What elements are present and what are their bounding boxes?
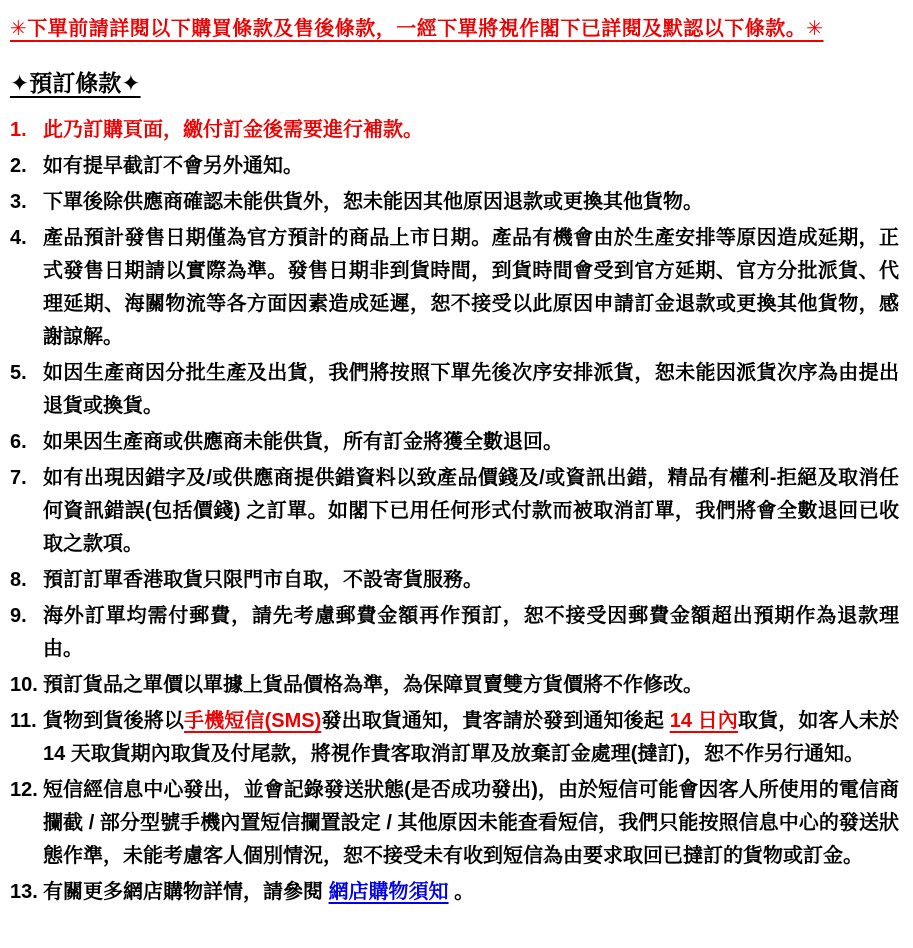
term-text [43, 227, 899, 348]
term-item-9 [10, 600, 899, 666]
term-text-segment: 短信經信息中心發出，並會記錄發送狀態(是否成功發出)，由於短信可能會因客人所使用的電信商攔截 / 部分型號手機內置短信攔置設定 / 其他原因未能查看短信，我們只能按照信息中心的發送狀態作準，未能考慮客人個別情況，恕不接受未有收到短信為由要求取回已撻訂的貨物或訂金。 [43, 779, 899, 867]
term-item-10 [10, 669, 899, 702]
term-number: 12. [10, 779, 38, 801]
term-number: 8. [10, 569, 27, 591]
term-text-segment: 預訂訂單香港取貨只限門市自取，不設寄貨服務。 [43, 569, 483, 591]
term-text [43, 467, 899, 555]
term-item-13 [10, 876, 899, 909]
term-number: 2. [10, 155, 27, 177]
term-number: 5. [10, 362, 27, 384]
term-text-segment: 貨物到貨後將以 [43, 710, 185, 732]
term-number: 13. [10, 881, 38, 903]
sms-notice-highlight: 手機短信(SMS) [184, 710, 322, 732]
term-item-5 [10, 357, 899, 423]
pre-order-warning-heading: ✳下單前請詳閱以下購買條款及售後條款，一經下單將視作閣下已詳閱及默認以下條款。✳ [10, 18, 824, 40]
term-text-segment: 如有提早截訂不會另外通知。 [43, 155, 303, 177]
term-text-segment: 預訂貨品之單價以單據上貨品價格為準，為保障買賣雙方貨價將不作修改。 [43, 674, 703, 696]
store-shopping-guide-link[interactable]: 網店購物須知 [328, 881, 449, 903]
term-text-segment: 發出取貨通知，貴客請於發到通知後起 [321, 710, 670, 732]
term-number: 4. [10, 227, 27, 249]
term-number: 1. [10, 119, 27, 141]
term-text-segment: 有關更多網店購物詳情，請參閱 [43, 881, 329, 903]
term-text-segment: 。 [448, 881, 475, 903]
section-title: ✦預訂條款✦ [10, 70, 141, 96]
term-item-4 [10, 222, 899, 354]
term-text [43, 605, 899, 660]
term-text [43, 881, 474, 903]
term-text [43, 155, 303, 177]
pickup-deadline-highlight: 14 日內 [669, 710, 738, 732]
term-text [43, 779, 899, 867]
term-text-segment: 下單後除供應商確認未能供貨外，恕未能因其他原因退款或更換其他貨物。 [43, 191, 703, 213]
term-text-segment: 如有出現因錯字及/或供應商提供錯資料以致產品價錢及/或資訊出錯，精品有權利-拒絕及取消任何資訊錯誤(包括價錢) 之訂單。如閣下已用任何形式付款而被取消訂單，我們將會全數退回已收取之款項。 [43, 467, 899, 555]
term-text [43, 119, 423, 141]
terms-list [10, 114, 899, 909]
term-number: 11. [10, 710, 37, 732]
term-text [43, 569, 483, 591]
term-number: 6. [10, 431, 27, 453]
term-item-6 [10, 426, 899, 459]
term-item-7 [10, 462, 899, 561]
term-text-segment: 產品預計發售日期僅為官方預計的商品上市日期。產品有機會由於生產安排等原因造成延期，正式發售日期請以實際為準。發售日期非到貨時間，到貨時間會受到官方延期、官方分批派貨、代理延期、海關物流等各方面因素造成延遲，恕不接受以此原因申請訂金退款或更換其他貨物，感謝諒解。 [43, 227, 899, 348]
term-number: 3. [10, 191, 27, 213]
term-number: 7. [10, 467, 27, 489]
term-item-11 [10, 705, 899, 771]
term-item-3 [10, 186, 899, 219]
term-item-8 [10, 564, 899, 597]
term-text [43, 710, 899, 765]
term-text [43, 362, 899, 417]
term-text-segment: 如因生產商因分批生產及出貨，我們將按照下單先後次序安排派貨，恕未能因派貨次序為由提出退貨或換貨。 [43, 362, 899, 417]
term-item-2 [10, 150, 899, 183]
term-item-1 [10, 114, 899, 147]
term-item-12 [10, 774, 899, 873]
term-text-segment: 取貨，如客人未於 14 天取貨期內取貨及付尾款，將視作貴客取消訂單及放棄訂金處理(撻訂)，恕不作另行通知。 [43, 710, 899, 765]
term-text [43, 191, 703, 213]
term-text-segment: 此乃訂購頁面，繳付訂金後需要進行補款。 [43, 119, 423, 141]
term-text-segment: 海外訂單均需付郵費，請先考慮郵費金額再作預訂，恕不接受因郵費金額超出預期作為退款理由。 [43, 605, 899, 660]
term-number: 9. [10, 605, 27, 627]
term-number: 10. [10, 674, 38, 696]
term-text [43, 674, 703, 696]
term-text [43, 431, 563, 453]
term-text-segment: 如果因生產商或供應商未能供貨，所有訂金將獲全數退回。 [43, 431, 563, 453]
